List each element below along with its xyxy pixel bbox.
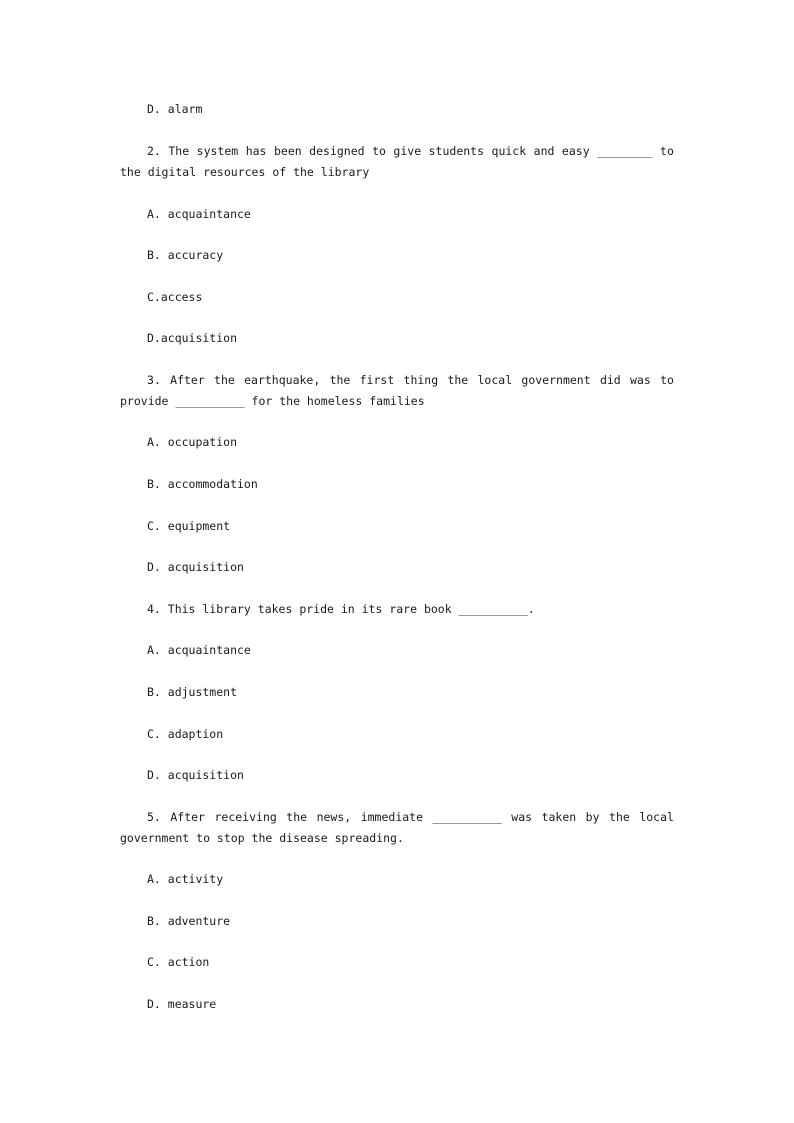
q1-option-d: D. alarm (147, 102, 203, 116)
word: to (660, 144, 674, 158)
word: first (359, 373, 395, 387)
word: __________ (432, 810, 502, 824)
word: receiving (214, 810, 277, 824)
word: by (585, 810, 600, 824)
word: quick (491, 144, 527, 158)
word: The (168, 144, 190, 158)
word: was (630, 373, 651, 387)
word: and (533, 144, 555, 158)
word: ________ (597, 144, 653, 158)
q2-option-b: B. accuracy (147, 248, 224, 262)
q3-option-b: B. accommodation (147, 477, 258, 491)
q2-stem-line-2: the digital resources of the library (120, 165, 370, 179)
word: been (273, 144, 302, 158)
q3-stem-line-2: provide __________ for the homeless families (120, 394, 425, 408)
word: taken (541, 810, 577, 824)
q4-option-b: B. adjustment (147, 685, 238, 699)
word: the (447, 373, 469, 387)
q2-option-a: A. acquaintance (147, 207, 251, 221)
word: the (609, 810, 630, 824)
q3-option-c: C. equipment (147, 519, 231, 533)
word: After (170, 373, 205, 387)
word: local (639, 810, 674, 824)
word: immediate (360, 810, 424, 824)
word: 5. (147, 810, 161, 824)
word: 3. (147, 373, 161, 387)
word: to (372, 144, 386, 158)
q4-stem-line-1: 4. This library takes pride in its rare book __________. (147, 602, 535, 616)
q2-option-d: D.acquisition (147, 331, 238, 345)
q2-stem-line-1 (147, 143, 674, 159)
word: government (521, 373, 591, 387)
word: the (329, 373, 351, 387)
q5-option-c: C. action (147, 955, 210, 969)
word: system (196, 144, 239, 158)
word: thing (403, 373, 439, 387)
q5-stem-line-1 (147, 809, 674, 825)
word: easy (561, 144, 590, 158)
word: earthquake, (244, 373, 321, 387)
q3-stem-line-1 (147, 372, 674, 388)
q5-option-a: A. activity (147, 872, 224, 886)
word: has (245, 144, 267, 158)
q3-option-a: A. occupation (147, 435, 238, 449)
q4-option-d: D. acquisition (147, 768, 244, 782)
q5-stem-line-2: government to stop the disease spreading. (120, 831, 404, 845)
q4-option-c: C. adaption (147, 727, 224, 741)
word: was (511, 810, 533, 824)
word: 2. (147, 144, 161, 158)
word: give (393, 144, 422, 158)
word: After (170, 810, 205, 824)
word: the (286, 810, 308, 824)
word: the (214, 373, 235, 387)
word: news, (316, 810, 352, 824)
q5-option-d: D. measure (147, 997, 217, 1011)
word: local (477, 373, 513, 387)
q4-option-a: A. acquaintance (147, 643, 251, 657)
word: did (599, 373, 621, 387)
word: designed (309, 144, 365, 158)
word: students (428, 144, 485, 158)
q5-option-b: B. adventure (147, 914, 231, 928)
q3-option-d: D. acquisition (147, 560, 244, 574)
q2-option-c: C.access (147, 290, 203, 304)
word: to (660, 373, 674, 387)
